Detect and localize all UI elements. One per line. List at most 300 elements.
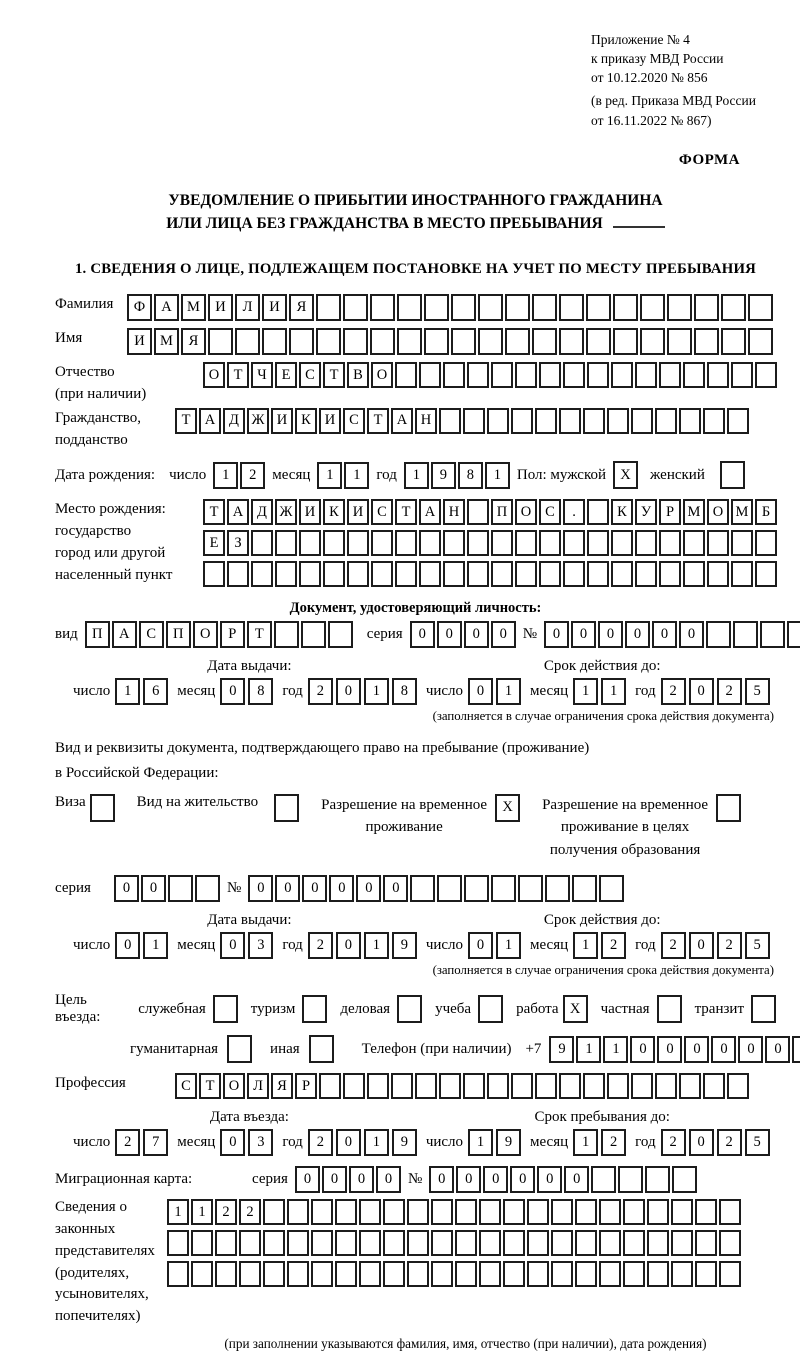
char-cell[interactable] <box>478 328 503 355</box>
char-cell[interactable]: З <box>227 530 249 556</box>
char-cell[interactable] <box>467 530 489 556</box>
char-cell[interactable] <box>647 1261 669 1287</box>
char-cell[interactable] <box>707 362 729 388</box>
char-cell[interactable]: 9 <box>431 462 456 489</box>
char-cell[interactable] <box>439 1073 461 1099</box>
char-cell[interactable] <box>703 1073 725 1099</box>
char-cell[interactable] <box>263 1261 285 1287</box>
char-cell[interactable] <box>631 1073 653 1099</box>
char-cell[interactable] <box>311 1230 333 1256</box>
char-cell[interactable] <box>311 1199 333 1225</box>
char-cell[interactable] <box>760 621 785 648</box>
char-cell[interactable]: Т <box>395 499 417 525</box>
char-cell[interactable]: 1 <box>317 462 342 489</box>
char-cell[interactable] <box>719 1261 741 1287</box>
char-cell[interactable]: А <box>154 294 179 321</box>
char-cell[interactable] <box>347 561 369 587</box>
char-cell[interactable] <box>563 362 585 388</box>
sex-male-checkbox[interactable]: X <box>613 461 638 489</box>
char-cell[interactable] <box>575 1230 597 1256</box>
char-cell[interactable]: 9 <box>549 1036 574 1063</box>
char-cell[interactable] <box>655 1073 677 1099</box>
char-cell[interactable]: 0 <box>679 621 704 648</box>
char-cell[interactable] <box>611 362 633 388</box>
char-cell[interactable] <box>755 561 777 587</box>
char-cell[interactable] <box>635 530 657 556</box>
char-cell[interactable]: 1 <box>601 678 626 705</box>
char-cell[interactable] <box>455 1230 477 1256</box>
char-cell[interactable] <box>467 499 489 525</box>
char-cell[interactable] <box>563 561 585 587</box>
char-cell[interactable]: Ф <box>127 294 152 321</box>
char-cell[interactable] <box>275 530 297 556</box>
char-cell[interactable]: 2 <box>661 678 686 705</box>
char-cell[interactable]: 0 <box>248 875 273 902</box>
char-cell[interactable] <box>505 328 530 355</box>
char-cell[interactable] <box>587 499 609 525</box>
char-cell[interactable] <box>707 530 729 556</box>
char-cell[interactable] <box>443 362 465 388</box>
char-cell[interactable] <box>467 362 489 388</box>
char-cell[interactable]: О <box>223 1073 245 1099</box>
char-cell[interactable]: 1 <box>573 678 598 705</box>
char-cell[interactable]: Е <box>275 362 297 388</box>
char-cell[interactable]: А <box>112 621 137 648</box>
char-cell[interactable] <box>731 362 753 388</box>
char-cell[interactable]: 0 <box>429 1166 454 1193</box>
char-cell[interactable] <box>532 294 557 321</box>
char-cell[interactable]: 0 <box>376 1166 401 1193</box>
char-cell[interactable]: 1 <box>496 932 521 959</box>
char-cell[interactable]: 1 <box>191 1199 213 1225</box>
char-cell[interactable] <box>587 561 609 587</box>
char-cell[interactable]: О <box>707 499 729 525</box>
char-cell[interactable] <box>383 1230 405 1256</box>
char-cell[interactable] <box>618 1166 643 1193</box>
char-cell[interactable] <box>667 294 692 321</box>
char-cell[interactable] <box>679 1073 701 1099</box>
purpose-humanitarian-checkbox[interactable] <box>227 1035 252 1063</box>
char-cell[interactable]: 0 <box>657 1036 682 1063</box>
char-cell[interactable] <box>551 1199 573 1225</box>
char-cell[interactable] <box>721 294 746 321</box>
char-cell[interactable]: О <box>371 362 393 388</box>
char-cell[interactable]: . <box>563 499 585 525</box>
char-cell[interactable] <box>235 328 260 355</box>
char-cell[interactable] <box>679 408 701 434</box>
char-cell[interactable]: 0 <box>349 1166 374 1193</box>
char-cell[interactable] <box>511 408 533 434</box>
char-cell[interactable]: 1 <box>364 1129 389 1156</box>
char-cell[interactable] <box>671 1261 693 1287</box>
char-cell[interactable] <box>695 1199 717 1225</box>
char-cell[interactable]: 8 <box>248 678 273 705</box>
char-cell[interactable]: М <box>181 294 206 321</box>
char-cell[interactable]: Р <box>295 1073 317 1099</box>
char-cell[interactable] <box>397 328 422 355</box>
char-cell[interactable]: 1 <box>603 1036 628 1063</box>
char-cell[interactable]: 1 <box>213 462 238 489</box>
char-cell[interactable] <box>515 530 537 556</box>
char-cell[interactable] <box>371 561 393 587</box>
char-cell[interactable] <box>487 408 509 434</box>
char-cell[interactable] <box>463 1073 485 1099</box>
char-cell[interactable]: А <box>227 499 249 525</box>
char-cell[interactable]: Д <box>251 499 273 525</box>
char-cell[interactable] <box>287 1199 309 1225</box>
purpose-tourism-checkbox[interactable] <box>302 995 327 1023</box>
char-cell[interactable] <box>479 1230 501 1256</box>
char-cell[interactable] <box>706 621 731 648</box>
char-cell[interactable]: 9 <box>392 932 417 959</box>
char-cell[interactable] <box>335 1199 357 1225</box>
char-cell[interactable] <box>431 1261 453 1287</box>
char-cell[interactable]: 6 <box>143 678 168 705</box>
char-cell[interactable]: 1 <box>573 1129 598 1156</box>
purpose-other-checkbox[interactable] <box>309 1035 334 1063</box>
char-cell[interactable]: 0 <box>322 1166 347 1193</box>
char-cell[interactable]: С <box>539 499 561 525</box>
char-cell[interactable]: 2 <box>308 678 333 705</box>
char-cell[interactable] <box>395 561 417 587</box>
char-cell[interactable] <box>167 1261 189 1287</box>
char-cell[interactable] <box>371 530 393 556</box>
char-cell[interactable]: С <box>175 1073 197 1099</box>
char-cell[interactable] <box>694 328 719 355</box>
char-cell[interactable] <box>727 408 749 434</box>
char-cell[interactable] <box>263 1230 285 1256</box>
char-cell[interactable] <box>511 1073 533 1099</box>
char-cell[interactable]: С <box>299 362 321 388</box>
char-cell[interactable]: С <box>343 408 365 434</box>
char-cell[interactable] <box>515 362 537 388</box>
char-cell[interactable] <box>419 530 441 556</box>
char-cell[interactable] <box>455 1261 477 1287</box>
char-cell[interactable] <box>591 1166 616 1193</box>
char-cell[interactable]: 1 <box>344 462 369 489</box>
char-cell[interactable] <box>335 1261 357 1287</box>
char-cell[interactable] <box>478 294 503 321</box>
char-cell[interactable] <box>532 328 557 355</box>
char-cell[interactable]: П <box>85 621 110 648</box>
char-cell[interactable]: О <box>203 362 225 388</box>
char-cell[interactable] <box>527 1199 549 1225</box>
char-cell[interactable] <box>343 328 368 355</box>
char-cell[interactable]: К <box>295 408 317 434</box>
char-cell[interactable]: 2 <box>717 678 742 705</box>
char-cell[interactable] <box>455 1199 477 1225</box>
char-cell[interactable] <box>671 1230 693 1256</box>
char-cell[interactable]: 1 <box>496 678 521 705</box>
char-cell[interactable]: 0 <box>220 678 245 705</box>
char-cell[interactable]: 1 <box>576 1036 601 1063</box>
char-cell[interactable]: М <box>731 499 753 525</box>
char-cell[interactable] <box>195 875 220 902</box>
char-cell[interactable] <box>575 1199 597 1225</box>
char-cell[interactable]: С <box>371 499 393 525</box>
char-cell[interactable] <box>755 530 777 556</box>
char-cell[interactable]: 0 <box>483 1166 508 1193</box>
char-cell[interactable]: 9 <box>496 1129 521 1156</box>
purpose-work-checkbox[interactable]: X <box>563 995 588 1023</box>
char-cell[interactable]: Р <box>659 499 681 525</box>
char-cell[interactable] <box>659 530 681 556</box>
char-cell[interactable]: 1 <box>364 932 389 959</box>
char-cell[interactable] <box>343 294 368 321</box>
char-cell[interactable]: А <box>199 408 221 434</box>
char-cell[interactable]: Д <box>223 408 245 434</box>
char-cell[interactable] <box>168 875 193 902</box>
char-cell[interactable] <box>599 875 624 902</box>
char-cell[interactable] <box>439 408 461 434</box>
char-cell[interactable]: 2 <box>661 932 686 959</box>
char-cell[interactable]: 0 <box>456 1166 481 1193</box>
char-cell[interactable] <box>463 408 485 434</box>
char-cell[interactable]: У <box>635 499 657 525</box>
char-cell[interactable] <box>527 1261 549 1287</box>
char-cell[interactable] <box>431 1230 453 1256</box>
char-cell[interactable] <box>623 1261 645 1287</box>
char-cell[interactable] <box>323 561 345 587</box>
char-cell[interactable] <box>640 328 665 355</box>
char-cell[interactable]: 0 <box>468 932 493 959</box>
char-cell[interactable]: 0 <box>336 678 361 705</box>
char-cell[interactable] <box>631 408 653 434</box>
char-cell[interactable]: 0 <box>141 875 166 902</box>
purpose-transit-checkbox[interactable] <box>751 995 776 1023</box>
char-cell[interactable]: 0 <box>410 621 435 648</box>
char-cell[interactable] <box>491 530 513 556</box>
char-cell[interactable] <box>215 1261 237 1287</box>
char-cell[interactable] <box>667 328 692 355</box>
char-cell[interactable] <box>239 1261 261 1287</box>
char-cell[interactable] <box>623 1199 645 1225</box>
char-cell[interactable] <box>707 561 729 587</box>
char-cell[interactable] <box>733 621 758 648</box>
char-cell[interactable]: 0 <box>564 1166 589 1193</box>
char-cell[interactable]: 0 <box>468 678 493 705</box>
char-cell[interactable]: 0 <box>356 875 381 902</box>
char-cell[interactable] <box>719 1230 741 1256</box>
char-cell[interactable]: В <box>347 362 369 388</box>
char-cell[interactable] <box>251 530 273 556</box>
char-cell[interactable] <box>287 1261 309 1287</box>
char-cell[interactable]: 0 <box>302 875 327 902</box>
purpose-study-checkbox[interactable] <box>478 995 503 1023</box>
char-cell[interactable] <box>703 408 725 434</box>
char-cell[interactable] <box>611 561 633 587</box>
char-cell[interactable]: 0 <box>537 1166 562 1193</box>
char-cell[interactable]: 1 <box>573 932 598 959</box>
char-cell[interactable] <box>443 530 465 556</box>
char-cell[interactable] <box>599 1261 621 1287</box>
char-cell[interactable] <box>655 408 677 434</box>
char-cell[interactable]: О <box>515 499 537 525</box>
char-cell[interactable] <box>572 875 597 902</box>
char-cell[interactable]: М <box>683 499 705 525</box>
char-cell[interactable]: 0 <box>711 1036 736 1063</box>
char-cell[interactable]: Л <box>235 294 260 321</box>
char-cell[interactable]: И <box>271 408 293 434</box>
char-cell[interactable] <box>464 875 489 902</box>
char-cell[interactable] <box>755 362 777 388</box>
char-cell[interactable] <box>623 1230 645 1256</box>
char-cell[interactable] <box>695 1230 717 1256</box>
char-cell[interactable] <box>559 294 584 321</box>
char-cell[interactable] <box>635 362 657 388</box>
char-cell[interactable]: 0 <box>738 1036 763 1063</box>
char-cell[interactable] <box>451 294 476 321</box>
char-cell[interactable]: 0 <box>464 621 489 648</box>
char-cell[interactable]: 0 <box>689 1129 714 1156</box>
char-cell[interactable] <box>347 530 369 556</box>
char-cell[interactable] <box>424 328 449 355</box>
char-cell[interactable] <box>370 294 395 321</box>
char-cell[interactable] <box>559 408 581 434</box>
char-cell[interactable]: 5 <box>745 678 770 705</box>
char-cell[interactable]: Л <box>247 1073 269 1099</box>
char-cell[interactable] <box>515 561 537 587</box>
char-cell[interactable] <box>437 875 462 902</box>
char-cell[interactable]: 0 <box>114 875 139 902</box>
char-cell[interactable] <box>391 1073 413 1099</box>
residence-permit-checkbox[interactable] <box>274 794 299 822</box>
char-cell[interactable]: 5 <box>745 1129 770 1156</box>
char-cell[interactable]: Р <box>220 621 245 648</box>
char-cell[interactable] <box>583 408 605 434</box>
char-cell[interactable] <box>586 294 611 321</box>
char-cell[interactable] <box>343 1073 365 1099</box>
char-cell[interactable] <box>407 1230 429 1256</box>
char-cell[interactable]: 0 <box>689 678 714 705</box>
char-cell[interactable] <box>527 1230 549 1256</box>
char-cell[interactable]: Я <box>181 328 206 355</box>
char-cell[interactable] <box>535 408 557 434</box>
char-cell[interactable]: К <box>323 499 345 525</box>
char-cell[interactable]: 9 <box>392 1129 417 1156</box>
char-cell[interactable]: 2 <box>717 1129 742 1156</box>
char-cell[interactable] <box>683 530 705 556</box>
char-cell[interactable]: Е <box>203 530 225 556</box>
char-cell[interactable]: Я <box>289 294 314 321</box>
char-cell[interactable] <box>367 1073 389 1099</box>
char-cell[interactable] <box>287 1230 309 1256</box>
char-cell[interactable] <box>167 1230 189 1256</box>
char-cell[interactable]: П <box>166 621 191 648</box>
char-cell[interactable]: 0 <box>625 621 650 648</box>
char-cell[interactable] <box>607 1073 629 1099</box>
char-cell[interactable]: 2 <box>601 1129 626 1156</box>
char-cell[interactable] <box>559 328 584 355</box>
char-cell[interactable]: 5 <box>745 932 770 959</box>
char-cell[interactable] <box>316 328 341 355</box>
char-cell[interactable]: О <box>193 621 218 648</box>
char-cell[interactable]: 0 <box>491 621 516 648</box>
char-cell[interactable] <box>748 294 773 321</box>
purpose-business-checkbox[interactable] <box>397 995 422 1023</box>
char-cell[interactable]: И <box>127 328 152 355</box>
char-cell[interactable]: 3 <box>248 1129 273 1156</box>
char-cell[interactable] <box>419 362 441 388</box>
char-cell[interactable] <box>559 1073 581 1099</box>
char-cell[interactable]: С <box>139 621 164 648</box>
char-cell[interactable]: 0 <box>336 1129 361 1156</box>
char-cell[interactable] <box>424 294 449 321</box>
sex-female-checkbox[interactable] <box>720 461 745 489</box>
char-cell[interactable]: Ж <box>275 499 297 525</box>
char-cell[interactable] <box>274 621 299 648</box>
char-cell[interactable] <box>539 530 561 556</box>
char-cell[interactable] <box>599 1230 621 1256</box>
char-cell[interactable]: 0 <box>336 932 361 959</box>
char-cell[interactable]: 0 <box>510 1166 535 1193</box>
char-cell[interactable] <box>518 875 543 902</box>
char-cell[interactable] <box>479 1199 501 1225</box>
char-cell[interactable]: Б <box>755 499 777 525</box>
char-cell[interactable] <box>323 530 345 556</box>
char-cell[interactable]: И <box>319 408 341 434</box>
char-cell[interactable] <box>535 1073 557 1099</box>
char-cell[interactable]: 1 <box>167 1199 189 1225</box>
char-cell[interactable]: 2 <box>239 1199 261 1225</box>
char-cell[interactable]: 3 <box>248 932 273 959</box>
char-cell[interactable] <box>239 1230 261 1256</box>
char-cell[interactable]: И <box>208 294 233 321</box>
char-cell[interactable]: М <box>154 328 179 355</box>
char-cell[interactable]: Т <box>247 621 272 648</box>
char-cell[interactable] <box>563 530 585 556</box>
char-cell[interactable] <box>335 1230 357 1256</box>
char-cell[interactable] <box>289 328 314 355</box>
char-cell[interactable] <box>359 1261 381 1287</box>
char-cell[interactable] <box>263 1199 285 1225</box>
char-cell[interactable]: 0 <box>220 932 245 959</box>
char-cell[interactable] <box>575 1261 597 1287</box>
char-cell[interactable] <box>359 1230 381 1256</box>
char-cell[interactable]: 2 <box>661 1129 686 1156</box>
char-cell[interactable]: 0 <box>295 1166 320 1193</box>
char-cell[interactable] <box>645 1166 670 1193</box>
char-cell[interactable] <box>683 561 705 587</box>
temp-permit-checkbox[interactable]: X <box>495 794 520 822</box>
char-cell[interactable]: 0 <box>684 1036 709 1063</box>
char-cell[interactable]: 2 <box>601 932 626 959</box>
char-cell[interactable]: 0 <box>275 875 300 902</box>
char-cell[interactable]: 0 <box>383 875 408 902</box>
char-cell[interactable] <box>491 362 513 388</box>
char-cell[interactable] <box>215 1230 237 1256</box>
char-cell[interactable] <box>721 328 746 355</box>
char-cell[interactable] <box>587 362 609 388</box>
char-cell[interactable]: 1 <box>115 678 140 705</box>
char-cell[interactable]: Т <box>323 362 345 388</box>
char-cell[interactable] <box>683 362 705 388</box>
char-cell[interactable]: А <box>391 408 413 434</box>
char-cell[interactable]: 1 <box>468 1129 493 1156</box>
edu-permit-checkbox[interactable] <box>716 794 741 822</box>
visa-checkbox[interactable] <box>90 794 115 822</box>
char-cell[interactable] <box>672 1166 697 1193</box>
char-cell[interactable] <box>659 362 681 388</box>
char-cell[interactable]: 1 <box>364 678 389 705</box>
char-cell[interactable] <box>328 621 353 648</box>
char-cell[interactable] <box>545 875 570 902</box>
char-cell[interactable] <box>787 621 800 648</box>
char-cell[interactable] <box>208 328 233 355</box>
char-cell[interactable] <box>587 530 609 556</box>
char-cell[interactable] <box>191 1261 213 1287</box>
char-cell[interactable] <box>191 1230 213 1256</box>
